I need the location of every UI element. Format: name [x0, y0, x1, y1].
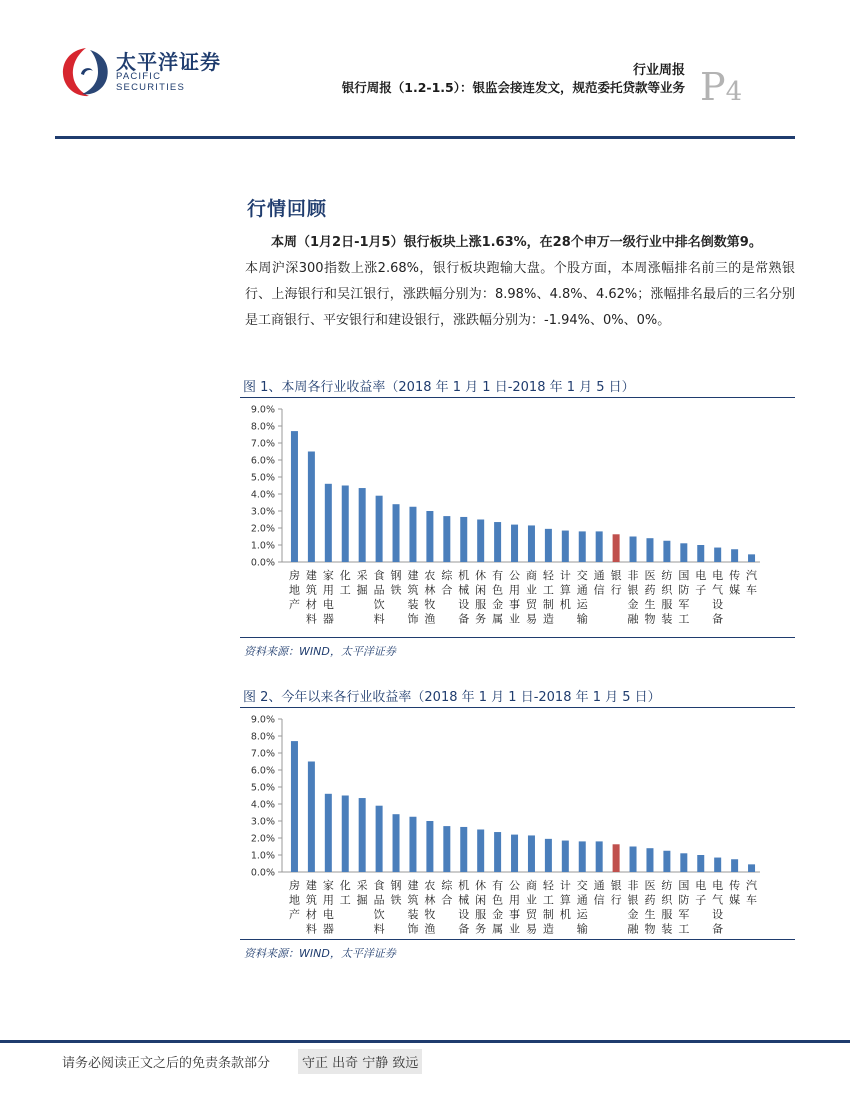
x-tick-label: 易	[525, 612, 537, 626]
x-tick-label: 防	[678, 583, 690, 597]
x-tick-label: 通	[576, 583, 588, 597]
x-tick-label: 工	[678, 922, 690, 935]
x-tick-label: 通	[576, 893, 588, 907]
bar-钢铁	[393, 814, 400, 872]
y-tick-label: 2.0%	[250, 833, 275, 845]
x-tick-label: 信	[593, 893, 605, 907]
bar-公用事业	[511, 835, 518, 872]
x-tick-label: 钢	[390, 879, 402, 892]
bar-有色金属	[494, 832, 501, 872]
y-tick-label: 7.0%	[250, 748, 275, 760]
bar-非银金融	[630, 847, 637, 873]
bar-有色金属	[494, 522, 501, 562]
x-tick-label: 业	[525, 583, 537, 597]
figure-1-top-rule	[240, 397, 795, 398]
bar-电子	[697, 545, 704, 562]
figure-2-source: 资料来源：WIND，太平洋证券	[244, 947, 396, 960]
x-tick-label: 工	[678, 612, 690, 626]
lead-sentence: 本周（1月2日-1月5）银行板块上涨1.63%，在28个申万一级行业中排名倒数第9。	[271, 235, 762, 250]
figure-2-top-rule	[240, 707, 795, 708]
x-tick-label: 建	[407, 569, 419, 582]
x-tick-label: 物	[644, 922, 656, 935]
x-tick-label: 建	[305, 569, 317, 582]
x-tick-label: 电	[322, 598, 334, 611]
bar-建筑装饰	[409, 817, 416, 872]
x-tick-label: 色	[492, 893, 504, 907]
x-tick-label: 筑	[407, 583, 419, 597]
x-tick-label: 材	[305, 598, 317, 611]
x-tick-label: 属	[492, 612, 504, 626]
market-review-paragraph	[245, 230, 795, 334]
bar-化工	[342, 796, 349, 873]
x-tick-label: 装	[407, 908, 419, 921]
x-tick-label: 轻	[542, 879, 554, 892]
x-tick-label: 交	[576, 569, 588, 582]
x-tick-label: 休	[475, 569, 487, 582]
x-tick-label: 银	[610, 879, 622, 892]
x-tick-label: 综	[441, 879, 453, 892]
x-tick-label: 属	[492, 922, 504, 935]
x-tick-label: 农	[424, 569, 436, 582]
x-tick-label: 色	[492, 583, 504, 597]
company-logo	[60, 44, 230, 104]
x-tick-label: 金	[627, 908, 639, 921]
x-tick-label: 传	[729, 879, 741, 892]
y-tick-label: 6.0%	[250, 455, 275, 467]
x-tick-label: 行	[610, 893, 622, 907]
x-tick-label: 银	[627, 893, 639, 907]
x-tick-label: 业	[525, 893, 537, 907]
x-tick-label: 事	[509, 908, 521, 921]
x-tick-label: 造	[542, 922, 554, 935]
x-tick-label: 金	[492, 598, 504, 611]
x-tick-label: 品	[373, 893, 385, 907]
bar-机械设备	[460, 827, 467, 872]
company-motto: 守正 出奇 宁静 致远	[298, 1049, 422, 1074]
x-tick-label: 子	[695, 583, 707, 597]
bar-通信	[596, 531, 603, 562]
bar-传媒	[731, 859, 738, 872]
x-tick-label: 商	[525, 879, 537, 892]
x-tick-label: 制	[542, 908, 554, 921]
x-tick-label: 计	[559, 879, 571, 892]
x-tick-label: 业	[509, 612, 521, 626]
x-tick-label: 产	[288, 908, 300, 921]
x-tick-label: 备	[712, 922, 724, 935]
x-tick-label: 造	[542, 612, 554, 626]
bar-农林牧渔	[426, 511, 433, 562]
x-tick-label: 农	[424, 879, 436, 892]
x-tick-label: 工	[542, 583, 554, 597]
x-tick-label: 设	[712, 598, 724, 611]
x-tick-label: 饮	[373, 598, 385, 611]
x-tick-label: 设	[458, 598, 470, 611]
x-tick-label: 电	[322, 908, 334, 921]
x-tick-label: 务	[475, 922, 487, 935]
x-tick-label: 休	[475, 879, 487, 892]
x-tick-label: 用	[509, 893, 521, 907]
x-tick-label: 料	[305, 612, 317, 626]
x-tick-label: 银	[627, 583, 639, 597]
bar-国防军工	[680, 543, 687, 562]
bar-建筑装饰	[409, 507, 416, 562]
x-tick-label: 汽	[746, 879, 758, 892]
bar-传媒	[731, 549, 738, 562]
x-tick-label: 建	[305, 879, 317, 892]
x-tick-label: 筑	[407, 893, 419, 907]
x-tick-label: 器	[322, 922, 334, 935]
x-tick-label: 计	[559, 569, 571, 582]
x-tick-label: 防	[678, 893, 690, 907]
x-tick-label: 化	[339, 879, 351, 892]
x-tick-label: 织	[661, 893, 673, 907]
x-tick-label: 掘	[356, 893, 368, 907]
bar-食品饮料	[376, 496, 383, 562]
x-tick-label: 综	[441, 569, 453, 582]
x-tick-label: 家	[322, 879, 334, 892]
bar-农林牧渔	[426, 821, 433, 872]
page-letter: P	[700, 65, 726, 109]
x-tick-label: 掘	[356, 583, 368, 597]
x-tick-label: 输	[576, 612, 588, 626]
x-tick-label: 非	[627, 879, 639, 892]
x-tick-label: 机	[458, 879, 470, 892]
page-number	[700, 65, 743, 109]
x-tick-label: 建	[407, 879, 419, 892]
x-tick-label: 军	[678, 598, 690, 611]
x-tick-label: 车	[746, 893, 758, 907]
report-type-tag: 行业周报	[632, 63, 685, 78]
x-tick-label: 织	[661, 583, 673, 597]
x-tick-label: 器	[322, 612, 334, 626]
x-tick-label: 药	[644, 583, 656, 597]
x-tick-label: 业	[509, 922, 521, 935]
x-tick-label: 工	[542, 893, 554, 907]
x-tick-label: 牧	[424, 908, 436, 921]
y-tick-label: 2.0%	[250, 523, 275, 535]
bar-银行	[613, 844, 620, 872]
bar-轻工制造	[545, 529, 552, 562]
figure-1-bottom-rule	[240, 637, 795, 638]
x-tick-label: 铁	[390, 583, 402, 597]
x-tick-label: 用	[509, 583, 521, 597]
x-tick-label: 房	[288, 569, 300, 582]
x-tick-label: 融	[627, 922, 639, 935]
y-tick-label: 7.0%	[250, 438, 275, 450]
bar-医药生物	[646, 848, 653, 872]
x-tick-label: 备	[458, 922, 470, 935]
section-title: 行情回顾	[247, 198, 328, 220]
bar-电气设备	[714, 858, 721, 872]
y-tick-label: 8.0%	[250, 421, 275, 433]
bar-纺织服装	[663, 541, 670, 562]
x-tick-label: 输	[576, 922, 588, 935]
bar-电子	[697, 855, 704, 872]
x-tick-label: 通	[593, 879, 605, 892]
x-tick-label: 采	[356, 879, 368, 892]
y-tick-label: 3.0%	[250, 816, 275, 828]
x-tick-label: 生	[644, 598, 656, 611]
x-tick-label: 品	[373, 583, 385, 597]
bar-通信	[596, 841, 603, 872]
x-tick-label: 算	[559, 893, 571, 907]
figure-1-title: 图 1、本周各行业收益率（2018 年 1 月 1 日-2018 年 1 月 5 日）	[243, 380, 635, 395]
x-tick-label: 化	[339, 569, 351, 582]
bar-休闲服务	[477, 830, 484, 873]
x-tick-label: 运	[576, 598, 588, 611]
x-tick-label: 电	[712, 569, 724, 582]
x-tick-label: 服	[475, 908, 487, 921]
bar-纺织服装	[663, 851, 670, 872]
bar-电气设备	[714, 548, 721, 562]
x-tick-label: 机	[458, 569, 470, 582]
x-tick-label: 媒	[729, 583, 741, 597]
x-tick-label: 非	[627, 569, 639, 582]
bar-医药生物	[646, 538, 653, 562]
x-tick-label: 备	[712, 612, 724, 626]
x-tick-label: 务	[475, 612, 487, 626]
y-tick-label: 0.0%	[250, 557, 275, 569]
x-tick-label: 金	[627, 598, 639, 611]
x-tick-label: 生	[644, 908, 656, 921]
bar-采掘	[359, 488, 366, 562]
x-tick-label: 贸	[525, 908, 537, 921]
x-tick-label: 贸	[525, 598, 537, 611]
x-tick-label: 服	[661, 908, 673, 921]
x-tick-label: 料	[305, 922, 317, 935]
x-tick-label: 算	[559, 583, 571, 597]
x-tick-label: 有	[492, 569, 504, 582]
bar-房地产	[291, 431, 298, 562]
x-tick-label: 商	[525, 569, 537, 582]
x-tick-label: 食	[373, 879, 385, 892]
bar-建筑材料	[308, 452, 315, 563]
x-tick-label: 用	[322, 893, 334, 907]
bar-轻工制造	[545, 839, 552, 872]
bar-家用电器	[325, 484, 332, 562]
x-tick-label: 国	[678, 879, 690, 892]
footer-divider	[0, 1040, 850, 1043]
y-tick-label: 4.0%	[250, 489, 275, 501]
x-tick-label: 电	[695, 569, 707, 582]
x-tick-label: 筑	[305, 583, 317, 597]
logo-chinese-name: 太平洋证券	[116, 50, 221, 74]
bar-交通运输	[579, 531, 586, 562]
bar-休闲服务	[477, 520, 484, 563]
y-tick-label: 4.0%	[250, 799, 275, 811]
x-tick-label: 家	[322, 569, 334, 582]
y-tick-label: 3.0%	[250, 506, 275, 518]
x-tick-label: 事	[509, 598, 521, 611]
bar-计算机	[562, 841, 569, 872]
y-tick-label: 5.0%	[250, 472, 275, 484]
page-digit: 4	[725, 77, 743, 107]
x-tick-label: 备	[458, 612, 470, 626]
x-tick-label: 物	[644, 612, 656, 626]
x-tick-label: 饮	[373, 908, 385, 921]
x-tick-label: 装	[661, 612, 673, 626]
body-text: 本周沪深300指数上涨2.68%，银行板块跑输大盘。个股方面，本周涨幅排名前三的是常熟银行、上海银行和吴江银行，涨跌幅分别为：8.98%、4.8%、4.62%；涨幅排名最后的三名分别是工商银行、平安银行和建设银行，涨跌幅分别为：-1.94%、0%、0%。	[245, 261, 795, 328]
bar-非银金融	[630, 537, 637, 563]
pacific-securities-logo-icon	[60, 44, 112, 100]
x-tick-label: 纺	[661, 569, 673, 582]
x-tick-label: 媒	[729, 893, 741, 907]
bar-房地产	[291, 741, 298, 872]
x-tick-label: 车	[746, 583, 758, 597]
x-tick-label: 金	[492, 908, 504, 921]
x-tick-label: 电	[695, 879, 707, 892]
x-tick-label: 闲	[475, 583, 487, 597]
bar-建筑材料	[308, 762, 315, 873]
x-tick-label: 服	[475, 598, 487, 611]
x-tick-label: 国	[678, 569, 690, 582]
bar-银行	[613, 534, 620, 562]
x-tick-label: 融	[627, 612, 639, 626]
x-tick-label: 医	[644, 569, 656, 582]
x-tick-label: 机	[559, 598, 571, 611]
y-tick-label: 1.0%	[250, 850, 275, 862]
bar-汽车	[748, 864, 755, 872]
figure-1-bar-chart	[240, 399, 795, 635]
x-tick-label: 轻	[542, 569, 554, 582]
x-tick-label: 机	[559, 908, 571, 921]
bar-综合	[443, 516, 450, 562]
x-tick-label: 通	[593, 569, 605, 582]
bar-钢铁	[393, 504, 400, 562]
x-tick-label: 工	[339, 893, 351, 907]
x-tick-label: 食	[373, 569, 385, 582]
bar-家用电器	[325, 794, 332, 872]
x-tick-label: 铁	[390, 893, 402, 907]
x-tick-label: 合	[441, 583, 453, 597]
bar-公用事业	[511, 525, 518, 562]
x-tick-label: 电	[712, 879, 724, 892]
x-tick-label: 饰	[407, 922, 419, 935]
x-tick-label: 信	[593, 583, 605, 597]
x-tick-label: 服	[661, 598, 673, 611]
x-tick-label: 工	[339, 583, 351, 597]
x-tick-label: 气	[712, 893, 724, 907]
x-tick-label: 制	[542, 598, 554, 611]
x-tick-label: 公	[509, 569, 521, 582]
bar-交通运输	[579, 841, 586, 872]
x-tick-label: 渔	[424, 612, 436, 626]
x-tick-label: 易	[525, 922, 537, 935]
x-tick-label: 筑	[305, 893, 317, 907]
x-tick-label: 林	[424, 893, 436, 907]
x-tick-label: 料	[373, 922, 385, 935]
x-tick-label: 械	[458, 583, 470, 597]
x-tick-label: 医	[644, 879, 656, 892]
y-tick-label: 8.0%	[250, 731, 275, 743]
bar-化工	[342, 486, 349, 563]
report-title: 银行周报（1.2-1.5）：银监会接连发文，规范委托贷款等业务	[341, 80, 685, 95]
x-tick-label: 装	[661, 922, 673, 935]
bar-食品饮料	[376, 806, 383, 872]
x-tick-label: 饰	[407, 612, 419, 626]
y-tick-label: 9.0%	[250, 714, 275, 726]
header-divider	[55, 136, 795, 139]
x-tick-label: 材	[305, 908, 317, 921]
bar-采掘	[359, 798, 366, 872]
x-tick-label: 汽	[746, 569, 758, 582]
x-tick-label: 装	[407, 598, 419, 611]
x-tick-label: 牧	[424, 598, 436, 611]
x-tick-label: 气	[712, 583, 724, 597]
x-tick-label: 纺	[661, 879, 673, 892]
x-tick-label: 公	[509, 879, 521, 892]
figure-2-title: 图 2、今年以来各行业收益率（2018 年 1 月 1 日-2018 年 1 月 5 日）	[243, 690, 661, 705]
x-tick-label: 械	[458, 893, 470, 907]
x-tick-label: 房	[288, 879, 300, 892]
bar-国防军工	[680, 853, 687, 872]
x-tick-label: 闲	[475, 893, 487, 907]
x-tick-label: 运	[576, 908, 588, 921]
bar-综合	[443, 826, 450, 872]
x-tick-label: 行	[610, 583, 622, 597]
x-tick-label: 用	[322, 583, 334, 597]
y-tick-label: 9.0%	[250, 404, 275, 416]
x-tick-label: 银	[610, 569, 622, 582]
x-tick-label: 子	[695, 893, 707, 907]
x-tick-label: 林	[424, 583, 436, 597]
disclaimer-notice: 请务必阅读正文之后的免责条款部分	[62, 1056, 271, 1071]
x-tick-label: 军	[678, 908, 690, 921]
x-tick-label: 交	[576, 879, 588, 892]
x-tick-label: 采	[356, 569, 368, 582]
x-tick-label: 设	[458, 908, 470, 921]
bar-计算机	[562, 531, 569, 562]
x-tick-label: 料	[373, 612, 385, 626]
x-tick-label: 渔	[424, 922, 436, 935]
x-tick-label: 地	[288, 893, 300, 907]
x-tick-label: 钢	[390, 569, 402, 582]
y-tick-label: 6.0%	[250, 765, 275, 777]
x-tick-label: 产	[288, 598, 300, 611]
bar-机械设备	[460, 517, 467, 562]
x-tick-label: 设	[712, 908, 724, 921]
x-tick-label: 药	[644, 893, 656, 907]
y-tick-label: 5.0%	[250, 782, 275, 794]
logo-english-name: PACIFIC SECURITIES	[116, 71, 186, 93]
figure-2-bar-chart	[240, 709, 795, 935]
y-tick-label: 1.0%	[250, 540, 275, 552]
y-tick-label: 0.0%	[250, 867, 275, 879]
figure-2-bottom-rule	[240, 939, 795, 940]
x-tick-label: 有	[492, 879, 504, 892]
x-tick-label: 合	[441, 893, 453, 907]
x-tick-label: 传	[729, 569, 741, 582]
bar-汽车	[748, 554, 755, 562]
figure-1-source: 资料来源：WIND，太平洋证券	[244, 645, 396, 658]
bar-商业贸易	[528, 835, 535, 872]
x-tick-label: 地	[288, 583, 300, 597]
bar-商业贸易	[528, 525, 535, 562]
